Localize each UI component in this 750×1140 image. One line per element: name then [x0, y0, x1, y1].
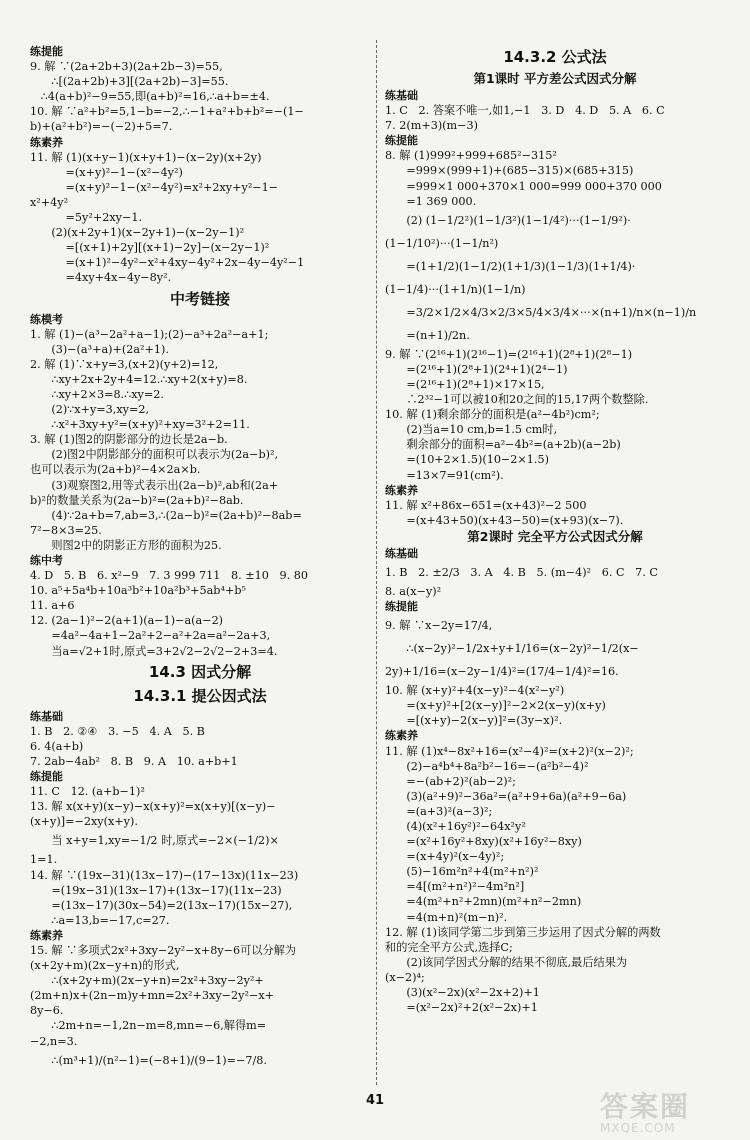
answer-line: =(x+4y)²(x−4y)²;	[385, 850, 505, 864]
answer-line: =(10+2×1.5)(10−2×1.5)	[385, 453, 549, 467]
watermark-text: 答案圈	[600, 1090, 691, 1123]
answer-line: =999×1 000+370×1 000=999 000+370 000	[385, 179, 662, 193]
answer-line: ∴4(a+b)²−9=55,即(a+b)²=16,∴a+b=±4.	[30, 90, 270, 104]
answer-line: ∴xy+2×3=8.∴xy=2.	[30, 387, 164, 401]
answer-line: ∴xy+2x+2y+4=12.∴xy+2(x+y)=8.	[30, 372, 248, 386]
answer-line: =[(x+y)−2(x−y)]²=(3y−x)².	[385, 714, 563, 728]
section-label: 练中考	[30, 554, 63, 567]
answer-line: (2) (1−1/2²)(1−1/3²)(1−1/4²)···(1−1/9²)·	[385, 213, 631, 227]
section-label: 练素养	[385, 729, 418, 743]
answer-line: ∴a=13,b=−17,c=27.	[30, 913, 170, 927]
section-label: 练提能	[385, 600, 418, 614]
lesson-heading: 第1课时 平方差公式因式分解	[473, 71, 637, 86]
answer-line: 2y)+1/16=(x−2y−1/4)²=(17/4−1/4)²=16.	[385, 665, 619, 679]
answer-line: ∴(m³+1)/(n²−1)=(−8+1)/(9−1)=−7/8.	[30, 1053, 267, 1067]
watermark-url: MXQE.COM	[600, 1121, 676, 1135]
answer-line: 11. 解 x²+86x−651=(x+43)²−2 500	[385, 498, 587, 512]
answer-line: 1=1.	[30, 853, 58, 867]
answer-line: x²+4y²	[30, 195, 69, 209]
answer-line: b)+(a²+b²)=−(−2)+5=7.	[30, 120, 173, 134]
answer-line: ∴(x−2y)²−1/2x+y+1/16=(x−2y)²−1/2(x−	[385, 642, 639, 656]
answer-line: =(x+y)²−1−(x²−4y²)=x²+2xy+y²−1−	[30, 180, 279, 194]
answer-line: 12. (2a−1)²−2(a+1)(a−1)−a(a−2)	[30, 614, 224, 628]
answer-line: =(2¹⁶+1)(2⁸+1)(2⁴+1)(2⁴−1)	[385, 362, 568, 376]
answer-line: ∴2³²−1可以被10和20之间的15,17两个数整除.	[385, 393, 649, 407]
answer-line: 当 x+y=1,xy=−1/2 时,原式=−2×(−1/2)×	[30, 834, 279, 848]
answer-line: (2)−a⁴b⁴+8a²b²−16=−(a²b²−4)²	[385, 759, 589, 773]
answer-line: 7. 2ab−4ab² 8. B 9. A 10. a+b+1	[30, 754, 238, 768]
section-label: 练素养	[385, 483, 418, 497]
answer-line: 1. C 2. 答案不唯一,如1,−1 3. D 4. D 5. A 6. C	[385, 104, 665, 118]
section-label: 练提能	[385, 134, 418, 148]
answer-line: 2. 解 (1)∵x+y=3,(x+2)(y+2)=12,	[30, 357, 219, 371]
answer-line: =4xy+4x−4y−8y².	[30, 271, 172, 285]
answer-line: (3)(a²+9)²−36a²=(a²+9+6a)(a²+9−6a)	[385, 789, 627, 803]
answer-line: 剩余部分的面积=a²−4b²=(a+2b)(a−2b)	[385, 438, 621, 452]
answer-line: (2)该同学因式分解的结果不彻底,最后结果为	[385, 955, 628, 969]
answer-line: 10. 解 (1)剩余部分的面积是(a²−4b²)cm²;	[385, 408, 600, 422]
answer-line: =4(m²+n²+2mn)(m²+n²−2mn)	[385, 895, 582, 909]
section-label: 练基础	[385, 89, 418, 102]
answer-line: =13×7=91(cm²).	[385, 468, 504, 482]
lesson-heading: 第2课时 完全平方公式因式分解	[467, 528, 643, 544]
answer-line: 8. 解 (1)999²+999+685²−315²	[385, 149, 557, 163]
answer-line: =(x+1)²−4y²−x²+4xy−4y²+2x−4y−4y²−1	[30, 256, 305, 270]
answer-line: (2)(x+2y+1)(x−2y+1)−(x−2y−1)²	[30, 226, 245, 240]
section-heading: 14.3.2 公式法	[503, 48, 607, 66]
answer-line: 则图2中的阴影正方形的面积为25.	[30, 538, 222, 552]
answer-line: =3/2×1/2×4/3×2/3×5/4×3/4×···×(n+1)/n×(n−1)/n	[385, 305, 697, 319]
answer-line: (3)−(a³+a)+(2a²+1).	[30, 342, 169, 356]
answer-line: 4. D 5. B 6. x²−9 7. 3 999 711 8. ±10 9. 80	[30, 569, 308, 583]
answer-line: (5)−16m²n²+4(m²+n²)²	[385, 865, 539, 879]
answer-line: 11. a+6	[30, 599, 75, 613]
answer-line: 11. 解 (1)x⁴−8x²+16=(x²−4)²=(x+2)²(x−2)²;	[385, 744, 634, 758]
answer-line: 10. a⁵+5a⁴b+10a³b²+10a²b³+5ab⁴+b⁵	[30, 584, 246, 598]
answer-line: =(2¹⁶+1)(2⁸+1)×17×15,	[385, 377, 545, 391]
answer-line: 12. 解 (1)该同学第二步到第三步运用了因式分解的两数	[385, 925, 661, 939]
answer-line: ∴2m+n=−1,2n−m=8,mn=−6,解得m=	[30, 1019, 267, 1033]
answer-line: 10. 解 ∵a²+b²=5,1−b=−2,∴−1+a²+b+b²=−(1−	[30, 105, 304, 119]
answer-line: (2)图2中阴影部分的面积可以表示为(2a−b)²,	[30, 448, 279, 462]
answer-line: 8y−6.	[30, 1004, 64, 1018]
answer-line: 1. B 2. ②④ 3. −5 4. A 5. B	[30, 724, 205, 738]
answer-line: (2m+n)x+(2n−m)y+mn=2x²+3xy−2y²−x+	[30, 989, 275, 1003]
section-label: 练基础	[385, 546, 418, 560]
answer-line: =(1+1/2)(1−1/2)(1+1/3)(1−1/3)(1+1/4)·	[385, 259, 636, 273]
section-heading: 14.3 因式分解	[148, 662, 252, 681]
answer-line: (1−1/4)···(1+1/n)(1−1/n)	[385, 282, 526, 296]
answer-line: (3)观察图2,用等式表示出(2a−b)²,ab和(2a+	[30, 478, 279, 492]
answer-line: 6. 4(a+b)	[30, 739, 84, 753]
section-label: 练素养	[30, 135, 63, 149]
left-column	[30, 44, 370, 1072]
answer-line: 13. 解 x(x+y)(x−y)−x(x+y)²=x(x+y)[(x−y)−	[30, 800, 276, 814]
answer-line: (1−1/10²)···(1−1/n²)	[385, 236, 499, 250]
answer-line: (2)∵x+y=3,xy=2,	[30, 403, 150, 417]
answer-line: 15. 解 ∵多项式2x²+3xy−2y²−x+8y−6可以分解为	[30, 943, 297, 957]
answer-line: (4)(x²+16y²)²−64x²y²	[385, 820, 526, 833]
watermark-logo	[600, 1085, 740, 1135]
answer-line: −2,n=3.	[30, 1034, 78, 1048]
answer-line: =(x²+16y²+8xy)(x²+16y²−8xy)	[385, 835, 582, 849]
right-column	[385, 44, 725, 1015]
section-label: 练模考	[30, 312, 63, 326]
answer-line: (x−2)⁴;	[385, 970, 425, 984]
answer-line: =(x+y)²+[2(x−y)]²−2×2(x−y)(x+y)	[385, 699, 606, 713]
answer-line: 11. C 12. (a+b−1)²	[30, 785, 145, 799]
answer-line: (x+y)]=−2xy(x+y).	[30, 815, 138, 829]
answer-line: 9. 解 ∵(2¹⁶+1)(2¹⁶−1)=(2¹⁶+1)(2⁸+1)(2⁸−1)	[385, 347, 633, 361]
answer-line: =(x+y)²−1−(x²−4y²)	[30, 165, 183, 179]
answer-line: 和的完全平方公式,选择C;	[385, 940, 513, 954]
answer-line: ∴x²+3xy+y²=(x+y)²+xy=3²+2=11.	[30, 418, 250, 432]
answer-line: =(a+3)²(a−3)²;	[385, 804, 493, 818]
answer-line: =4a²−4a+1−2a²+2−a²+2a=a²−2a+3,	[30, 629, 271, 643]
answer-line: =−(ab+2)²(ab−2)²;	[385, 774, 516, 788]
answer-line: 7. 2(m+3)(m−3)	[385, 119, 479, 133]
section-label: 练基础	[30, 709, 63, 723]
answer-line: (2)当a=10 cm,b=1.5 cm时,	[385, 423, 558, 437]
answer-line: =4(m+n)²(m−n)².	[385, 910, 508, 924]
section-label: 练提能	[30, 770, 63, 784]
answer-line: =1 369 000.	[385, 194, 477, 208]
answer-line: 当a=√2+1时,原式=3+2√2−2√2−2+3=4.	[30, 644, 278, 658]
section-heading: 中考链接	[169, 289, 230, 308]
answer-line: =(x+43+50)(x+43−50)=(x+93)(x−7).	[385, 513, 624, 527]
answer-line: =(n+1)/2n.	[385, 328, 470, 342]
section-label: 练提能	[30, 45, 63, 58]
answer-line: 7²−8×3=25.	[30, 523, 102, 537]
answer-line: =999×(999+1)+(685−315)×(685+315)	[385, 164, 634, 178]
answer-line: (3)(x²−2x)(x²−2x+2)+1	[385, 986, 540, 1000]
section-label: 练素养	[30, 928, 63, 942]
page-number: 41	[365, 1093, 385, 1108]
answer-line: (x+2y+m)(2x−y+n)的形式,	[30, 959, 180, 973]
answer-line: 11. 解 (1)(x+y−1)(x+y+1)−(x−2y)(x+2y)	[30, 150, 262, 164]
answer-line: 也可以表示为(2a+b)²−4×2a×b.	[30, 463, 201, 477]
answer-line: =4[(m²+n²)²−4m²n²]	[385, 880, 525, 894]
answer-line: ∴[(2a+2b)+3][(2a+2b)−3]=55.	[30, 75, 229, 89]
answer-line: 1. B 2. ±2/3 3. A 4. B 5. (m−4)² 6. C 7. C	[385, 565, 658, 579]
answer-line: 1. 解 (1)−(a³−2a²+a−1);(2)−a³+2a²−a+1;	[30, 327, 269, 341]
column-divider	[376, 40, 377, 1085]
answer-line: =(13x−17)(30x−54)=2(13x−17)(15x−27),	[30, 898, 293, 912]
answer-line: 9. 解 ∵x−2y=17/4,	[385, 619, 493, 633]
answer-line: 3. 解 (1)图2的阴影部分的边长是2a−b.	[30, 433, 228, 447]
answer-line: =[(x+1)+2y][(x+1)−2y]−(x−2y−1)²	[30, 241, 270, 255]
answer-line: 9. 解 ∵(2a+2b+3)(2a+2b−3)=55,	[30, 60, 223, 74]
answer-line: 8. a(x−y)²	[385, 584, 442, 598]
answer-line: =(x²−2x)²+2(x²−2x)+1	[385, 1001, 538, 1015]
answer-line: (4)∵2a+b=7,ab=3,∴(2a−b)²=(2a+b)²−8ab=	[30, 508, 302, 522]
answer-line: 10. 解 (x+y)²+4(x−y)²−4(x²−y²)	[385, 684, 565, 698]
answer-line: 14. 解 ∵(19x−31)(13x−17)−(17−13x)(11x−23)	[30, 868, 299, 882]
answer-line: b)²的数量关系为(2a−b)²=(2a+b)²−8ab.	[30, 493, 244, 507]
answer-line: =(19x−31)(13x−17)+(13x−17)(11x−23)	[30, 883, 282, 897]
section-heading: 14.3.1 提公因式法	[133, 686, 267, 705]
answer-line: ∴(x+2y+m)(2x−y+n)=2x²+3xy−2y²+	[30, 974, 264, 988]
answer-line: =5y²+2xy−1.	[30, 211, 143, 225]
